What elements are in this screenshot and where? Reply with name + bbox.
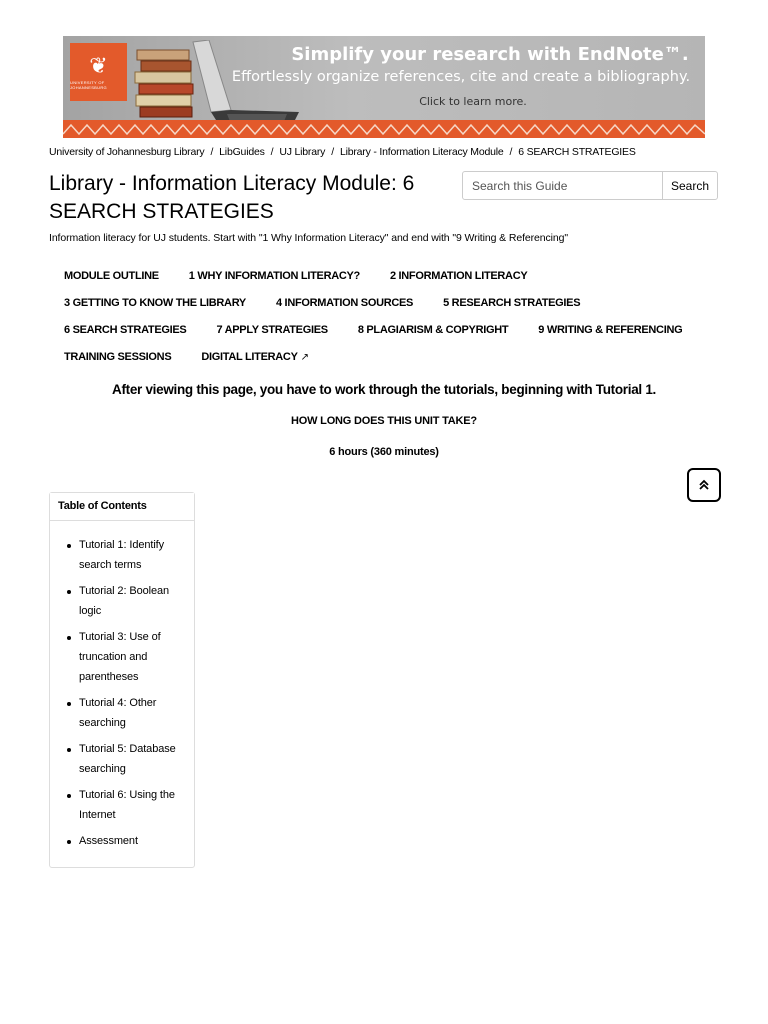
breadcrumb-separator: / xyxy=(270,146,274,158)
university-logo xyxy=(70,43,127,101)
nav-information-sources[interactable]: 4 INFORMATION SOURCES xyxy=(275,296,414,309)
breadcrumb-separator: / xyxy=(509,146,513,158)
banner-cta: Click to learn more. xyxy=(419,95,527,108)
nav-plagiarism-copyright[interactable]: 8 PLAGIARISM & COPYRIGHT xyxy=(357,323,509,336)
nav-research-strategies[interactable]: 5 RESEARCH STRATEGIES xyxy=(443,296,581,309)
nav-search-strategies[interactable]: 6 SEARCH STRATEGIES xyxy=(64,323,187,336)
toc-item xyxy=(67,785,184,825)
intro-text: After viewing this page, you have to work through the tutorials, beginning with Tutorial 1. xyxy=(112,382,656,397)
nav-why-information-literacy[interactable]: 1 WHY INFORMATION LITERACY? xyxy=(188,269,360,282)
toc-title: Table of Contents xyxy=(50,493,194,521)
nav-row xyxy=(49,262,749,289)
nav-information-literacy[interactable]: 2 INFORMATION LITERACY xyxy=(389,269,528,282)
toc-link-tutorial-3[interactable]: Tutorial 3: Use of truncation and parentheses xyxy=(79,631,161,683)
nav-module-outline[interactable]: MODULE OUTLINE xyxy=(64,269,159,282)
breadcrumb-current: 6 SEARCH STRATEGIES xyxy=(518,146,636,158)
guide-description: Information literacy for UJ students. Start with "1 Why Information Literacy" and end with "9 Writing & Referencing" xyxy=(49,232,569,244)
toc-link-tutorial-6[interactable]: Tutorial 6: Using the Internet xyxy=(79,789,175,821)
toc-item xyxy=(67,627,184,687)
guide-nav xyxy=(49,262,749,370)
nav-training-sessions[interactable]: TRAINING SESSIONS xyxy=(64,350,172,363)
banner-pattern xyxy=(63,120,705,138)
search-input[interactable] xyxy=(463,172,662,199)
breadcrumb-uj-library[interactable]: University of Johannesburg Library xyxy=(49,146,205,158)
nav-row xyxy=(49,343,749,370)
toc-link-assessment[interactable]: Assessment xyxy=(79,835,138,847)
breadcrumb xyxy=(49,146,749,158)
uj-emblem-icon: ❦ xyxy=(89,52,108,78)
breadcrumb-separator: / xyxy=(331,146,334,158)
table-of-contents xyxy=(49,492,195,868)
nav-digital-literacy[interactable] xyxy=(186,351,323,363)
banner-headline: Simplify your research with EndNote™. xyxy=(291,44,689,65)
nav-getting-to-know-library[interactable]: 3 GETTING TO KNOW THE LIBRARY xyxy=(64,296,246,309)
search-button[interactable]: Search xyxy=(662,172,717,199)
duration-question: HOW LONG DOES THIS UNIT TAKE? xyxy=(291,415,477,427)
guide-search xyxy=(462,171,718,200)
toc-list xyxy=(50,521,194,851)
toc-item xyxy=(67,739,184,779)
toc-item xyxy=(67,581,184,621)
banner-subline: Effortlessly organize references, cite and create a bibliography. xyxy=(231,69,691,85)
breadcrumb-separator: / xyxy=(210,146,214,158)
toc-link-tutorial-5[interactable]: Tutorial 5: Database searching xyxy=(79,743,176,775)
back-to-top-button[interactable] xyxy=(687,468,721,502)
nav-digital-literacy-label: DIGITAL LITERACY xyxy=(201,350,298,363)
toc-item xyxy=(67,693,184,733)
nav-row xyxy=(49,289,749,316)
duration-answer: 6 hours (360 minutes) xyxy=(329,446,439,458)
nav-writing-referencing[interactable]: 9 WRITING & REFERENCING xyxy=(538,323,683,336)
toc-link-tutorial-1[interactable]: Tutorial 1: Identify search terms xyxy=(79,539,165,571)
toc-item xyxy=(67,831,184,851)
endnote-banner[interactable] xyxy=(63,36,705,138)
external-link-icon: ↗ xyxy=(300,351,309,363)
breadcrumb-uj-library-short[interactable]: UJ Library xyxy=(279,146,326,158)
toc-link-tutorial-4[interactable]: Tutorial 4: Other searching xyxy=(79,697,157,729)
double-chevron-up-icon xyxy=(697,478,711,492)
nav-row xyxy=(49,316,749,343)
page-title: Library - Information Literacy Module: 6 SEARCH STRATEGIES xyxy=(49,172,415,223)
logo-text: UNIVERSITY OF JOHANNESBURG xyxy=(70,79,107,90)
nav-apply-strategies[interactable]: 7 APPLY STRATEGIES xyxy=(216,323,328,336)
breadcrumb-module[interactable]: Library - Information Literacy Module xyxy=(339,146,504,158)
toc-link-tutorial-2[interactable]: Tutorial 2: Boolean logic xyxy=(79,585,170,617)
toc-item xyxy=(67,535,184,575)
breadcrumb-libguides[interactable]: LibGuides xyxy=(219,146,265,158)
